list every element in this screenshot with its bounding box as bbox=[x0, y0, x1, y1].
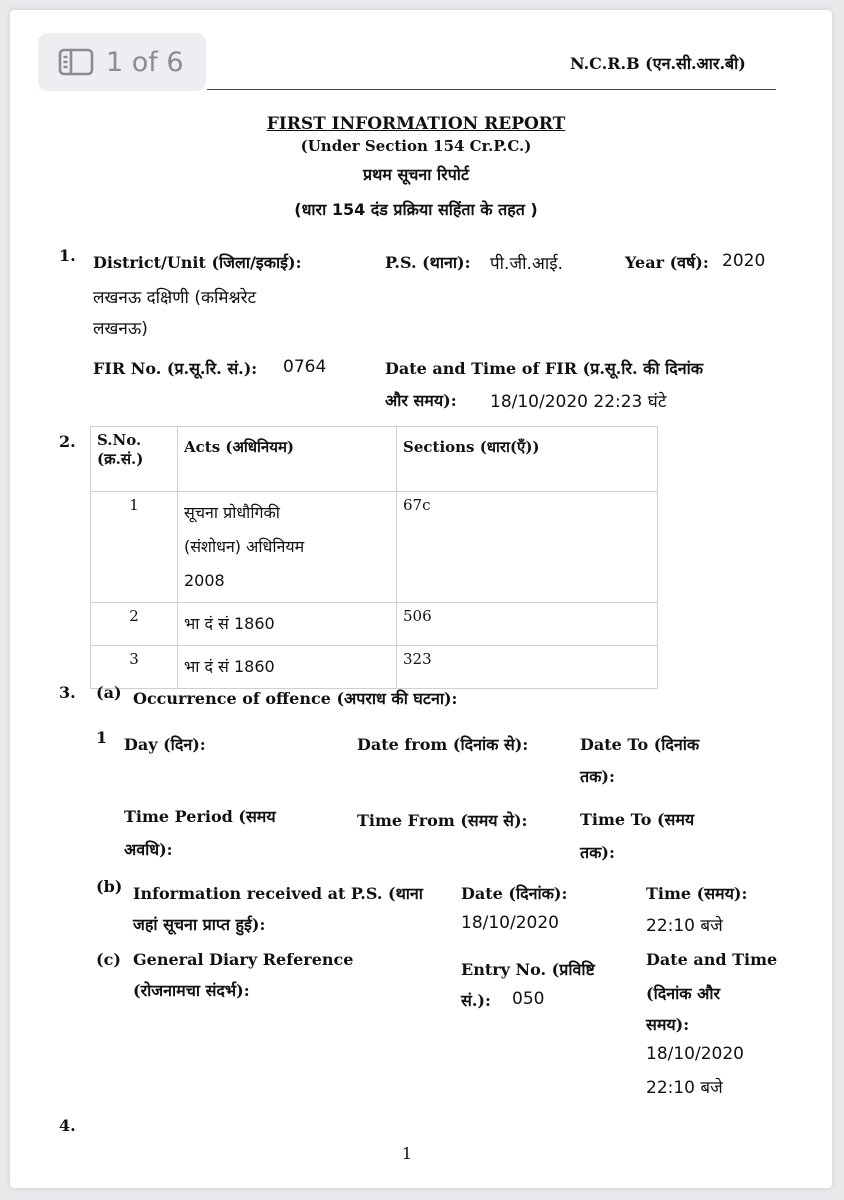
table-row bbox=[91, 646, 658, 689]
date-to-label: Date To (दिनांक bbox=[580, 735, 700, 754]
page-number: 1 bbox=[401, 1144, 413, 1163]
occurrence-label: Occurrence of offence (अपराध की घटना): bbox=[133, 689, 458, 708]
act-line: भा दं सं 1860 bbox=[184, 657, 275, 676]
time-period-label-line2: अवधि): bbox=[124, 840, 173, 859]
page-indicator-label: 1 of 6 bbox=[106, 46, 184, 78]
act-line: सूचना प्रोधौगिकी bbox=[184, 503, 280, 522]
time-to-label-line2: तक): bbox=[580, 843, 615, 862]
sno-header bbox=[91, 427, 178, 492]
act-line: 2008 bbox=[184, 571, 225, 590]
general-diary-label: General Diary Reference bbox=[133, 950, 354, 969]
time-to-label: Time To (समय bbox=[580, 810, 695, 829]
diary-datetime-label-line2: (दिनांक और bbox=[646, 984, 721, 1003]
year-label: Year (वर्ष): bbox=[625, 253, 709, 272]
header-divider bbox=[207, 89, 776, 90]
section-cell: 323 bbox=[397, 646, 658, 689]
ps-label: P.S. (थाना): bbox=[385, 253, 471, 272]
ncrb-header: N.C.R.B (एन.सी.आर.बी) bbox=[570, 54, 746, 73]
fir-datetime-value: 18/10/2020 22:23 घंटे bbox=[490, 392, 667, 412]
date-from-label: Date from (दिनांक से): bbox=[357, 735, 529, 754]
act-cell bbox=[178, 492, 397, 603]
sno-header-line2: (क्र.सं.) bbox=[97, 450, 144, 468]
diary-datetime-label: Date and Time bbox=[646, 950, 778, 969]
sno-cell: 2 bbox=[91, 603, 178, 646]
section-3a-marker: (a) bbox=[96, 683, 122, 702]
sections-header: Sections (धारा(एँ)) bbox=[397, 427, 658, 492]
report-subtitle-hindi: (धारा 154 दंड प्रक्रिया सहिंता के तहत ) bbox=[294, 200, 538, 219]
diary-time-value: 22:10 बजे bbox=[646, 1078, 723, 1098]
entry-number-value: 050 bbox=[512, 989, 545, 1009]
received-date-label: Date (दिनांक): bbox=[461, 884, 568, 903]
sidebar-toggle-icon[interactable] bbox=[58, 48, 94, 76]
district-value-line1: लखनऊ दक्षिणी (कमिश्नरेट bbox=[93, 288, 257, 308]
sno-cell: 3 bbox=[91, 646, 178, 689]
page-indicator[interactable] bbox=[38, 33, 206, 91]
received-time-label: Time (समय): bbox=[646, 884, 748, 903]
report-title: FIRST INFORMATION REPORT bbox=[266, 114, 566, 134]
act-cell bbox=[178, 603, 397, 646]
diary-datetime-label-line3: समय): bbox=[646, 1015, 690, 1034]
sno-cell: 1 bbox=[91, 492, 178, 603]
time-period-label: Time Period (समय bbox=[124, 807, 276, 826]
entry-number-label-line2: सं.): bbox=[461, 991, 491, 1010]
section-cell: 506 bbox=[397, 603, 658, 646]
report-title-hindi: प्रथम सूचना रिपोर्ट bbox=[362, 165, 470, 184]
acts-header: Acts (अधिनियम) bbox=[178, 427, 397, 492]
acts-sections-table bbox=[90, 426, 658, 689]
section-2-number: 2. bbox=[59, 432, 76, 451]
section-3b-marker: (b) bbox=[96, 877, 123, 896]
section-3-number: 3. bbox=[59, 683, 76, 702]
info-received-label-line2: जहां सूचना प्राप्त हुई): bbox=[133, 915, 266, 934]
fir-number-label: FIR No. (प्र.सू.रि. सं.): bbox=[93, 359, 258, 378]
info-received-label: Information received at P.S. (थाना bbox=[133, 884, 423, 903]
section-3c-marker: (c) bbox=[96, 950, 121, 969]
table-header-row bbox=[91, 427, 658, 492]
report-subtitle: (Under Section 154 Cr.P.C.) bbox=[300, 137, 532, 155]
diary-date-value: 18/10/2020 bbox=[646, 1044, 744, 1064]
section-cell: 67c bbox=[397, 492, 658, 603]
ps-value: पी.जी.आई. bbox=[490, 254, 564, 274]
section-4-number: 4. bbox=[59, 1116, 76, 1135]
district-value-line2: लखनऊ) bbox=[93, 319, 148, 339]
day-label: Day (दिन): bbox=[124, 735, 206, 754]
date-to-label-line2: तक): bbox=[580, 767, 615, 786]
table-row bbox=[91, 492, 658, 603]
district-label: District/Unit (जिला/इकाई): bbox=[93, 253, 302, 272]
year-value: 2020 bbox=[722, 251, 766, 271]
received-date-value: 18/10/2020 bbox=[461, 913, 559, 933]
occurrence-row-number: 1 bbox=[96, 728, 108, 747]
fir-datetime-label-line2: और समय): bbox=[385, 391, 457, 410]
act-line: भा दं सं 1860 bbox=[184, 614, 275, 633]
received-time-value: 22:10 बजे bbox=[646, 916, 723, 936]
act-cell bbox=[178, 646, 397, 689]
sno-header-line1: S.No. bbox=[97, 431, 142, 449]
fir-datetime-label: Date and Time of FIR (प्र.सू.रि. की दिनांक bbox=[385, 359, 704, 378]
general-diary-label-line2: (रोजनामचा संदर्भ): bbox=[133, 981, 250, 1000]
act-line: (संशोधन) अधिनियम bbox=[184, 537, 305, 556]
time-from-label: Time From (समय से): bbox=[357, 811, 528, 830]
entry-number-label: Entry No. (प्रविष्टि bbox=[461, 960, 595, 979]
section-1-number: 1. bbox=[59, 246, 76, 265]
table-row bbox=[91, 603, 658, 646]
fir-number-value: 0764 bbox=[283, 357, 327, 377]
